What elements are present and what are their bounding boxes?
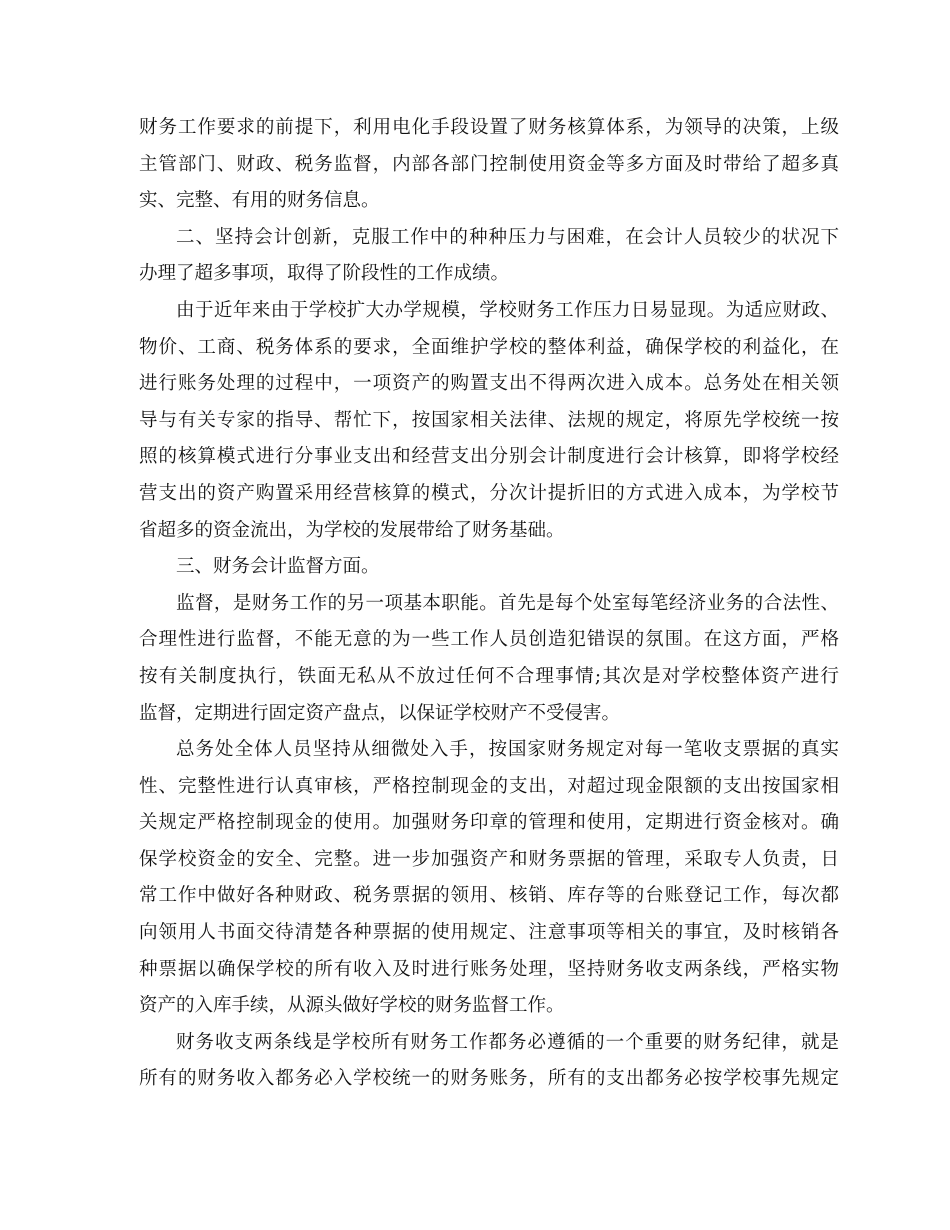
text-line: 监督，是财务工作的另一项基本职能。首先是每个处室每笔经济业务的合法性、: [176, 592, 839, 614]
text-line: 总务处全体人员坚持从细微处入手，按国家财务规定对每一笔收支票据的真实: [176, 739, 839, 761]
document-body: [139, 110, 839, 1098]
text-line: 保学校资金的安全、完整。进一步加强资产和财务票据的管理，采取专人负责，日: [139, 848, 839, 870]
text-line: 财务工作要求的前提下，利用电化手段设置了财务核算体系，为领导的决策，上级: [139, 117, 839, 138]
text-line: 照的核算模式进行分事业支出和经营支出分别会计制度进行会计核算，即将学校经: [139, 446, 839, 468]
text-line: 导与有关专家的指导、帮忙下，按国家相关法律、法规的规定，将原先学校统一按: [139, 409, 839, 431]
text-line: 所有的财务收入都务必入学校统一的财务账务，所有的支出都务必按学校事先规定: [139, 1068, 839, 1090]
text-line: 资产的入库手续，从源头做好学校的财务监督工作。: [139, 995, 565, 1017]
text-line: 向领用人书面交待清楚各种票据的使用规定、注意事项等相关的事宜，及时核销各: [139, 922, 839, 944]
text-line: 财务收支两条线是学校所有财务工作都务必遵循的一个重要的财务纪律，就是: [176, 1031, 839, 1053]
text-line: 合理性进行监督，不能无意的为一些工作人员创造犯错误的氛围。在这方面，严格: [139, 629, 839, 651]
text-line: 性、完整性进行认真审核，严格控制现金的支出，对超过现金限额的支出按国家相: [139, 775, 839, 797]
text-line: 进行账务处理的过程中，一项资产的购置支出不得两次进入成本。总务处在相关领: [139, 373, 839, 395]
text-line: 省超多的资金流出，为学校的发展带给了财务基础。: [139, 519, 565, 541]
text-line: 由于近年来由于学校扩大办学规模，学校财务工作压力日易显现。为适应财政、: [176, 299, 839, 321]
text-line: 常工作中做好各种财政、税务票据的领用、核销、库存等的台账登记工作，每次都: [139, 885, 839, 907]
text-line: 监督，定期进行固定资产盘点，以保证学校财产不受侵害。: [139, 702, 621, 724]
text-line: 物价、工商、税务体系的要求，全面维护学校的整体利益，确保学校的利益化，在: [139, 336, 839, 358]
text-line: 营支出的资产购置采用经营核算的模式，分次计提折旧的方式进入成本，为学校节: [139, 482, 839, 504]
text-line: 三、财务会计监督方面。: [176, 556, 380, 578]
text-line: 按有关制度执行，铁面无私从不放过任何不合理事情;其次是对学校整体资产进行: [139, 665, 839, 687]
text-line: 二、坚持会计创新，克服工作中的种种压力与困难，在会计人员较少的状况下: [176, 226, 839, 248]
text-line: 主管部门、财政、税务监督，内部各部门控制使用资金等多方面及时带给了超多真: [139, 153, 839, 175]
text-line: 种票据以确保学校的所有收入及时进行账务处理，坚持财务收支两条线，严格实物: [139, 958, 839, 980]
text-line: 办理了超多事项，取得了阶段性的工作成绩。: [139, 263, 510, 285]
text-line: 实、完整、有用的财务信息。: [139, 190, 380, 212]
text-line: 关规定严格控制现金的使用。加强财务印章的管理和使用，定期进行资金核对。确: [139, 812, 839, 834]
